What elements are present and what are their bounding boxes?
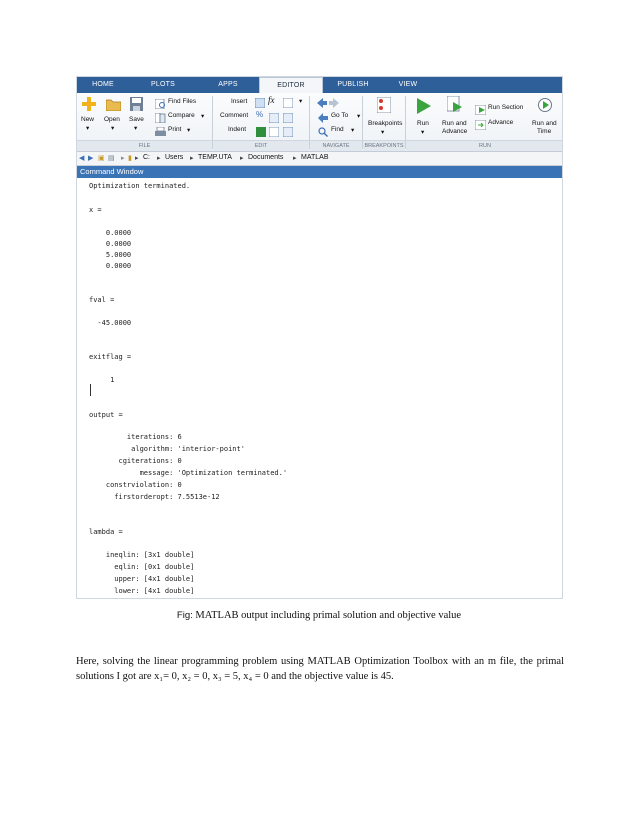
breadcrumb-drive[interactable]: C: xyxy=(143,154,150,161)
tab-apps[interactable]: APPS xyxy=(218,81,238,88)
save-dropdown-icon[interactable]: ▾ xyxy=(134,125,138,132)
indent-button[interactable]: Indent xyxy=(228,126,247,133)
run-and-time-button-line2[interactable]: Time xyxy=(537,128,552,135)
tab-plots[interactable]: PLOTS xyxy=(151,81,175,88)
figure-caption-prefix: Fig: xyxy=(176,610,193,621)
tab-editor[interactable]: EDITOR xyxy=(259,77,323,93)
folder-up-icon[interactable]: ▣ xyxy=(98,155,105,162)
browse-folder-icon[interactable]: ▤ xyxy=(108,155,115,162)
path-separator: ▸ xyxy=(121,155,125,162)
insert-button[interactable]: Insert xyxy=(231,98,248,105)
path-separator: ▸ xyxy=(240,155,244,162)
insert-dropdown-icon[interactable]: ▾ xyxy=(299,98,303,105)
find-dropdown-icon[interactable]: ▾ xyxy=(351,127,355,134)
section-label-navigate: NAVIGATE xyxy=(310,140,362,151)
compare-button[interactable]: Compare xyxy=(168,112,195,119)
output-line: output = xyxy=(89,411,123,419)
tab-view[interactable]: VIEW xyxy=(398,81,418,88)
run-dropdown-icon[interactable]: ▾ xyxy=(421,129,425,136)
tab-publish[interactable]: PUBLISH xyxy=(337,81,369,88)
run-button[interactable]: Run xyxy=(417,120,429,127)
find-files-button[interactable]: Find Files xyxy=(168,98,197,105)
output-line: 5.0000 xyxy=(89,251,132,259)
command-window-titlebar xyxy=(77,166,562,178)
path-separator: ▸ xyxy=(135,155,139,162)
ribbon-tab-strip xyxy=(77,77,562,93)
open-button[interactable]: Open xyxy=(104,116,120,123)
output-line: lambda = xyxy=(89,528,123,536)
section-label-file: FILE xyxy=(77,140,212,151)
output-line: message: 'Optimization terminated.' xyxy=(89,469,288,477)
output-line: iterations: 6 xyxy=(89,433,182,441)
breadcrumb-users[interactable]: Users xyxy=(165,154,184,161)
current-folder-bar xyxy=(77,152,562,166)
run-section-button[interactable]: Run Section xyxy=(488,104,524,111)
section-label-run: RUN xyxy=(406,140,563,151)
open-folder-icon[interactable] xyxy=(106,97,121,116)
output-line: 0.0000 xyxy=(89,240,132,248)
new-button[interactable]: New xyxy=(81,116,95,123)
save-button[interactable]: Save xyxy=(129,116,144,123)
run-and-advance-icon[interactable] xyxy=(447,96,463,118)
output-line: 0.0000 xyxy=(89,229,132,237)
go-to-dropdown-icon[interactable]: ▾ xyxy=(357,113,361,120)
output-line: x = xyxy=(89,206,102,214)
forward-arrow-icon[interactable]: ▶ xyxy=(88,155,94,162)
comment-percent-icon[interactable]: % xyxy=(256,110,264,119)
figure-caption-text: MATLAB output including primal solution and objective value xyxy=(192,610,462,621)
print-button[interactable]: Print xyxy=(168,126,182,133)
body-paragraph: Here, solving the linear programming problem using MATLAB Optimization Toolbox with an m file, the primal solutions I got are x₁= 0, x₂ = 0, x₃ = 5, x₄ = 0 and the objective value is 45. xyxy=(76,656,564,682)
find-button[interactable]: Find xyxy=(331,126,344,133)
output-line: algorithm: 'interior-point' xyxy=(89,445,245,453)
compare-dropdown-icon[interactable]: ▾ xyxy=(201,113,205,120)
output-line: 0.0000 xyxy=(89,262,132,270)
save-disk-icon[interactable] xyxy=(130,97,143,116)
breadcrumb-documents[interactable]: Documents xyxy=(248,154,284,161)
output-line: ineqlin: [3x1 double] xyxy=(89,551,195,559)
comment-button[interactable]: Comment xyxy=(220,112,249,119)
output-line: Optimization terminated. xyxy=(89,182,191,190)
path-separator: ▸ xyxy=(190,155,194,162)
output-line: exitflag = xyxy=(89,353,132,361)
command-window-title: Command Window xyxy=(80,167,144,176)
path-separator: ▸ xyxy=(157,155,161,162)
section-label-breakpoints: BREAKPOINTS xyxy=(363,140,405,151)
print-dropdown-icon[interactable]: ▾ xyxy=(187,127,191,134)
breadcrumb-temp-uta[interactable]: TEMP.UTA xyxy=(198,154,232,161)
new-file-icon[interactable] xyxy=(82,97,96,116)
go-to-button[interactable]: Go To xyxy=(331,112,349,119)
breakpoints-button[interactable]: Breakpoints xyxy=(368,120,403,127)
folder-icon: ▮ xyxy=(128,155,132,162)
output-line: lower: [4x1 double] xyxy=(89,587,195,595)
command-window[interactable] xyxy=(77,178,562,598)
back-arrow-icon[interactable]: ◀ xyxy=(79,155,85,162)
advance-icon xyxy=(475,117,486,135)
output-line: cgiterations: 0 xyxy=(89,457,182,465)
new-dropdown-icon[interactable]: ▾ xyxy=(86,125,90,132)
breakpoints-dropdown-icon[interactable]: ▾ xyxy=(381,129,385,136)
open-dropdown-icon[interactable]: ▾ xyxy=(111,125,115,132)
run-and-advance-button-line1[interactable]: Run and xyxy=(442,120,467,127)
output-line: 1 xyxy=(89,376,115,384)
output-line: -45.0000 xyxy=(89,319,132,327)
path-separator: ▸ xyxy=(293,155,297,162)
output-line: fval = xyxy=(89,296,115,304)
section-label-edit: EDIT xyxy=(213,140,309,151)
output-line: eqlin: [0x1 double] xyxy=(89,563,195,571)
breadcrumb-matlab[interactable]: MATLAB xyxy=(301,154,329,161)
text-cursor xyxy=(90,384,91,396)
editor-ribbon xyxy=(77,93,562,152)
breakpoints-icon[interactable] xyxy=(377,97,391,118)
run-and-advance-button-line2[interactable]: Advance xyxy=(442,128,468,135)
run-play-icon[interactable] xyxy=(417,98,431,119)
function-fx-icon[interactable]: fx xyxy=(268,95,275,105)
run-and-time-icon[interactable] xyxy=(537,96,553,118)
advance-button[interactable]: Advance xyxy=(488,119,514,126)
tab-home[interactable]: HOME xyxy=(92,81,114,88)
run-and-time-button-line1[interactable]: Run and xyxy=(532,120,557,127)
output-line: constrviolation: 0 xyxy=(89,481,182,489)
output-line: upper: [4x1 double] xyxy=(89,575,195,583)
output-line: firstorderopt: 7.5513e-12 xyxy=(89,493,220,501)
figure-caption xyxy=(0,610,638,621)
matlab-screenshot xyxy=(76,76,563,599)
